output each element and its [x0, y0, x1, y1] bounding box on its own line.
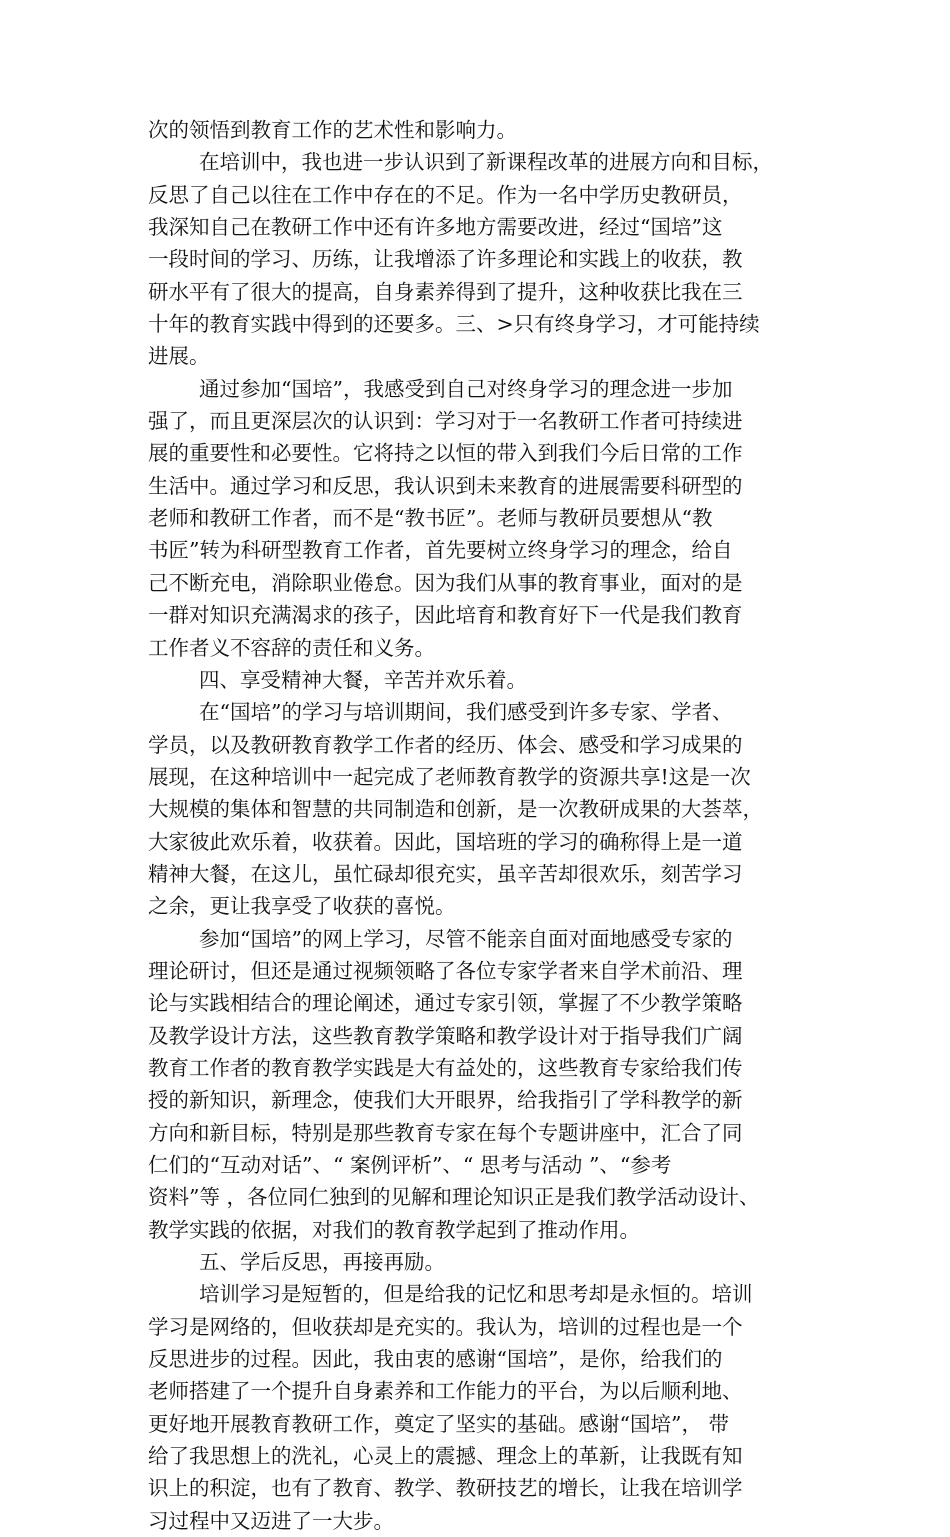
text-line: 一段时间的学习、历练，让我增添了许多理论和实践上的收获，教: [148, 247, 743, 272]
text-line: 学员，以及教研教育教学工作者的经历、体会、感受和学习成果的: [148, 732, 743, 757]
text-line: 更好地开展教育教研工作，奠定了坚实的基础。感谢“国培”， 带: [148, 1411, 729, 1436]
text-line: 强了，而且更深层次的认识到：学习对于一名教研工作者可持续进: [148, 409, 743, 434]
text-line: 之余，更让我享受了收获的喜悦。: [148, 894, 456, 919]
text-line: 反思进步的过程。因此，我由衷的感谢“国培”，是你，给我们的: [148, 1347, 723, 1372]
text-line: 进展。: [148, 344, 210, 369]
text-line: 工作者义不容辞的责任和义务。: [148, 635, 435, 660]
text-line: 老师和教研工作者，而不是“教书匠”。老师与教研员要想从“教: [148, 506, 713, 531]
text-line: 书匠”转为科研型教育工作者，首先要树立终身学习的理念，给自: [148, 538, 733, 563]
text-line: 方向和新目标，特别是那些教育专家在每个专题讲座中，汇合了同: [148, 1120, 743, 1145]
text-line: 反思了自己以往在工作中存在的不足。作为一名中学历史教研员，: [148, 182, 743, 207]
text-line: 大规模的集体和智慧的共同制造和创新，是一次教研成果的大荟萃，: [148, 797, 763, 822]
text-line: 培训学习是短暂的，但是给我的记忆和思考却是永恒的。培训: [199, 1282, 753, 1307]
text-line: 识上的积淀，也有了教育、教学、教研技艺的增长，让我在培训学: [148, 1476, 743, 1501]
text-line: 研水平有了很大的提高，自身素养得到了提升，这种收获比我在三: [148, 279, 743, 304]
text-line: 理论研讨，但还是通过视频领略了各位专家学者来自学术前沿、理: [148, 958, 743, 983]
text-line: 仁们的“互动对话”、“ 案例评析”、“ 思考与活动 ”、“参考: [148, 1153, 672, 1177]
text-line: 及教学设计方法，这些教育教学策略和教学设计对于指导我们广阔: [148, 1023, 743, 1048]
text-line: 教学实践的依据，对我们的教育教学起到了推动作用。: [148, 1217, 640, 1242]
text-line: 在“国培”的学习与培训期间，我们感受到许多专家、学者、: [199, 700, 733, 725]
text-line: 五、学后反思，再接再励。: [199, 1250, 445, 1275]
text-line: 论与实践相结合的理论阐述，通过专家引领，掌握了不少教学策略: [148, 991, 743, 1016]
text-line: 老师搭建了一个提升自身素养和工作能力的平台，为以后顺利地、: [148, 1379, 743, 1404]
text-line: 在培训中，我也进一步认识到了新课程改革的进展方向和目标，: [199, 150, 773, 175]
text-line: 我深知自己在教研工作中还有许多地方需要改进，经过“国培”这: [148, 215, 723, 240]
text-line: 展的重要性和必要性。它将持之以恒的带入到我们今后日常的工作: [148, 441, 743, 466]
text-line: 学习是网络的，但收获却是充实的。我认为，培训的过程也是一个: [148, 1314, 743, 1339]
text-line: 一群对知识充满渴求的孩子，因此培育和教育好下一代是我们教育: [148, 603, 743, 628]
text-line: 习过程中又迈进了一大步。: [148, 1508, 394, 1533]
text-line: 通过参加“国培”，我感受到自己对终身学习的理念进一步加: [199, 376, 733, 401]
text-line: 授的新知识，新理念，使我们大开眼界，给我指引了学科教学的新: [148, 1088, 743, 1113]
text-line: 教育工作者的教育教学实践是大有益处的，这些教育专家给我们传: [148, 1055, 743, 1080]
text-line: 展现，在这种培训中一起完成了老师教育教学的资源共享!这是一次: [148, 764, 751, 789]
text-line: 次的领悟到教育工作的艺术性和影响力。: [148, 118, 517, 142]
text-line: 十年的教育实践中得到的还要多。三、>只有终身学习，才可能持续: [148, 312, 760, 337]
text-line: 精神大餐，在这儿，虽忙碌却很充实，虽辛苦却很欢乐，刻苦学习: [148, 861, 743, 886]
text-line: 参加“国培”的网上学习，尽管不能亲自面对面地感受专家的: [199, 926, 733, 951]
text-line: 四、享受精神大餐，辛苦并欢乐着。: [199, 667, 527, 692]
text-line: 己不断充电，消除职业倦怠。因为我们从事的教育事业，面对的是: [148, 570, 743, 595]
text-line: 生活中。通过学习和反思，我认识到未来教育的进展需要科研型的: [148, 473, 743, 498]
text-line: 资料”等 ，各位同仁独到的见解和理论知识正是我们教学活动设计、: [148, 1185, 760, 1210]
text-line: 给了我思想上的洗礼，心灵上的震撼、理念上的革新，让我既有知: [148, 1444, 743, 1469]
text-line: 大家彼此欢乐着，收获着。因此，国培班的学习的确称得上是一道: [148, 829, 743, 854]
document-body: [148, 114, 828, 1537]
